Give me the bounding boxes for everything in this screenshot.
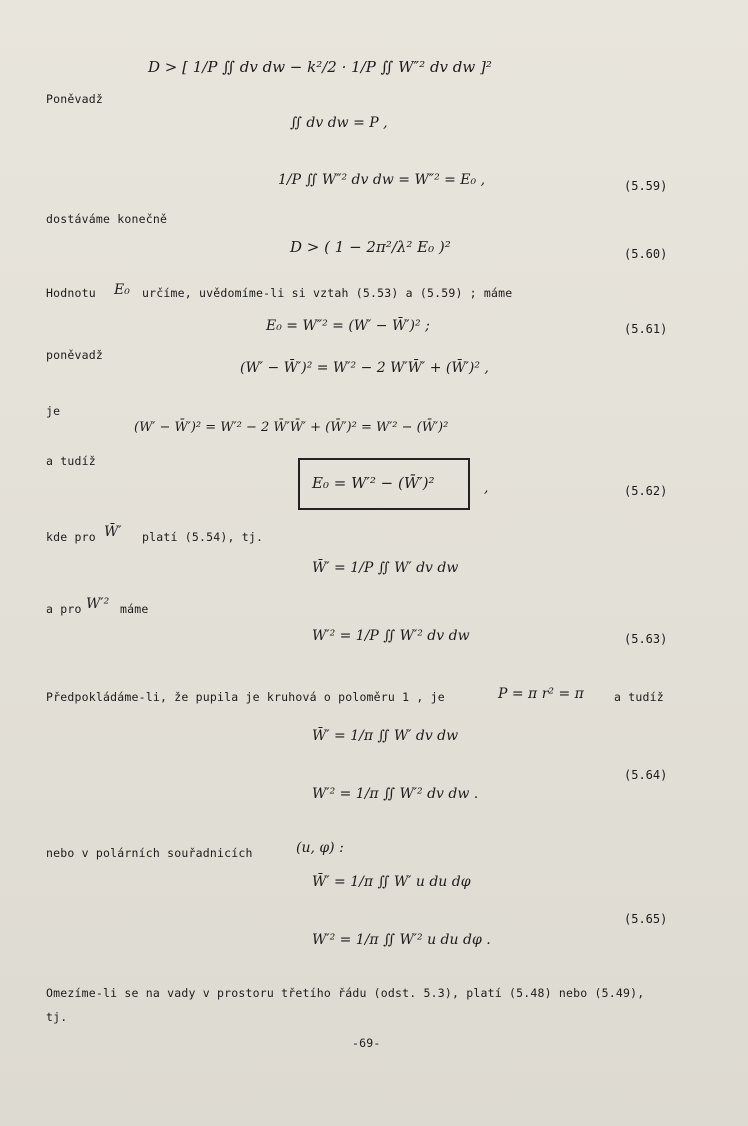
text-mame: máme bbox=[120, 602, 149, 616]
inline-P-equals-pi: P = π r² = π bbox=[498, 686, 584, 702]
equation-5-65b: W′² = 1/π ∬ W′² u du dφ . bbox=[312, 932, 491, 948]
text-a-tudiz-2: a tudíž bbox=[614, 690, 664, 704]
inline-W2bar: W′² bbox=[86, 596, 110, 612]
inline-E0: E₀ bbox=[114, 282, 130, 298]
text-polarni: nebo v polárních souřadnicích bbox=[46, 846, 253, 860]
equation-Wbar-def: W̄′ = 1/P ∬ W′ dv dw bbox=[312, 560, 459, 576]
text-a-tudiz: a tudíž bbox=[46, 454, 96, 468]
equation-number-5-62: (5.62) bbox=[624, 484, 668, 498]
equation-5-62: E₀ = W′² − (W̄′)² bbox=[312, 474, 435, 492]
equation-expand-2: (W′ − W̄′)² = W′² − 2 W̄′W̄′ + (W̄′)² = W′² − (W̄′)² bbox=[134, 420, 449, 435]
text-dostavame: dostáváme konečně bbox=[46, 212, 168, 226]
text-hodnotu-rest: určíme, uvědomíme-li si vztah (5.53) a (5.59) ; máme bbox=[142, 286, 513, 300]
equation-number-5-59: (5.59) bbox=[624, 179, 668, 193]
equation-5-64b: W′² = 1/π ∬ W′² dv dw . bbox=[312, 786, 479, 802]
equation-5-63: W′² = 1/P ∬ W′² dv dw bbox=[312, 628, 470, 644]
equation-expand-1: (W′ − W̄′)² = W′² − 2 W′W̄′ + (W̄′)² , bbox=[240, 360, 489, 376]
text-kde-pro: kde pro bbox=[46, 530, 96, 544]
text-predpoklad: Předpokládáme-li, že pupila je kruhová o poloměru 1 , je bbox=[46, 690, 445, 704]
text-hodnotu: Hodnotu bbox=[46, 286, 96, 300]
inline-Wbar: W̄′ bbox=[104, 524, 122, 540]
equation-number-5-64: (5.64) bbox=[624, 768, 668, 782]
equation-number-5-61: (5.61) bbox=[624, 322, 668, 336]
text-a-pro: a pro bbox=[46, 602, 82, 616]
equation-5-62-comma: , bbox=[484, 480, 489, 496]
text-tj: tj. bbox=[46, 1010, 68, 1024]
page-number: -69- bbox=[352, 1036, 381, 1050]
equation-5-60: D > ( 1 − 2π²/λ² E₀ )² bbox=[290, 238, 451, 256]
equation-5-64a: W̄′ = 1/π ∬ W′ dv dw bbox=[312, 728, 459, 744]
equation-number-5-60: (5.60) bbox=[624, 247, 668, 261]
equation-top: D > [ 1/P ∬ dv dw − k²/2 · 1/P ∬ W″² dv dw ]² bbox=[148, 58, 492, 76]
equation-5-65a: W̄′ = 1/π ∬ W′ u du dφ bbox=[312, 874, 471, 890]
text-plati-554: platí (5.54), tj. bbox=[142, 530, 264, 544]
text-omezime: Omezíme-li se na vady v prostoru třetího řádu (odst. 5.3), platí (5.48) nebo (5.49), bbox=[46, 986, 645, 1000]
equation-5-59: 1/P ∬ W″² dv dw = W″² = E₀ , bbox=[278, 172, 486, 188]
equation-number-5-63: (5.63) bbox=[624, 632, 668, 646]
inline-polar-vars: (u, φ) : bbox=[296, 840, 344, 856]
text-ponevadz-2: poněvadž bbox=[46, 348, 103, 362]
text-je: je bbox=[46, 404, 61, 418]
text-ponevadz: Poněvadž bbox=[46, 92, 103, 106]
equation-5-61: E₀ = W″² = (W′ − W̄′)² ; bbox=[266, 318, 430, 334]
equation-number-5-65: (5.65) bbox=[624, 912, 668, 926]
equation-integral-P: ∬ dv dw = P , bbox=[290, 115, 388, 131]
